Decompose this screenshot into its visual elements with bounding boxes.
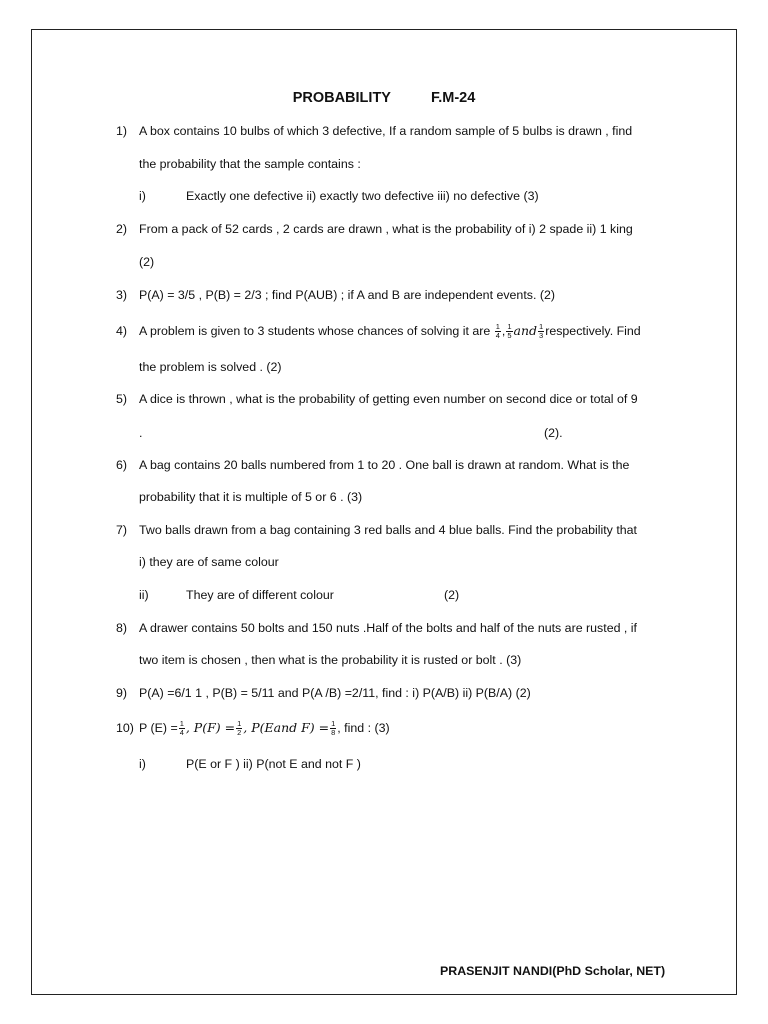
q7-number: 7) — [116, 523, 128, 537]
q6-number: 6) — [116, 458, 128, 472]
q10-fraction-2: $\frac{1}{2}$ — [237, 719, 242, 738]
q7-line2: i) they are of same colour — [139, 555, 279, 569]
q10-fraction-3: $\frac{1}{8}$ — [331, 719, 336, 738]
q8-number: 8) — [116, 621, 128, 635]
q4-and: and — [513, 323, 538, 338]
title-code: F.M-24 — [430, 90, 476, 106]
q7-marks: (2) — [444, 588, 460, 602]
q4-number: 4) — [116, 324, 128, 338]
q5-line1: A dice is thrown , what is the probability of getting even number on second dice or total of 9 — [139, 392, 638, 406]
q7-line1: Two balls drawn from a bag containing 3 red balls and 4 blue balls. Find the probability that — [139, 523, 637, 537]
q7-sub-text: They are of different colour — [186, 588, 334, 602]
q10-pef: , P(Eand F) = — [243, 720, 330, 735]
q10-sub-text: P(E or F ) ii) P(not E and not F ) — [186, 757, 361, 771]
q5-number: 5) — [116, 392, 128, 406]
q9-number: 9) — [116, 686, 128, 700]
q7-sub-number: ii) — [139, 588, 149, 602]
page-border — [31, 29, 737, 995]
title-main: PROBABILITY — [292, 90, 391, 106]
q5-dot: . — [139, 426, 143, 440]
q9-line1: P(A) =6/1 1 , P(B) = 5/11 and P(A /B) =2/11, find : i) P(A/B) ii) P(B/A) (2) — [139, 686, 531, 700]
q3-number: 3) — [116, 288, 128, 302]
q5-marks: (2). — [544, 426, 563, 440]
q4-line1 — [139, 318, 641, 344]
q1-sub-text: Exactly one defective ii) exactly two defective iii) no defective (3) — [186, 189, 539, 203]
q1-number: 1) — [116, 124, 128, 138]
q8-line2: two item is chosen , then what is the probability it is rusted or bolt . (3) — [139, 653, 522, 667]
q2-number: 2) — [116, 222, 128, 236]
q6-line2: probability that it is multiple of 5 or 6 . (3) — [139, 490, 363, 504]
q10-line1 — [139, 715, 390, 741]
q10-number: 10) — [116, 721, 134, 735]
author-signature: PRASENJIT NANDI(PhD Scholar, NET) — [440, 964, 666, 978]
q4-post: respectively. Find — [545, 324, 641, 338]
q2-line2: (2) — [139, 255, 155, 269]
q4-fraction-2: $\frac{1}{5}$ — [507, 322, 512, 341]
q4-pre: A problem is given to 3 students whose chances of solving it are — [139, 324, 491, 338]
q10-pe: P (E) = — [139, 721, 178, 735]
q10-sub-number: i) — [139, 757, 146, 771]
q10-fraction-1: $\frac{1}{4}$ — [179, 719, 184, 738]
q4-comma: , — [501, 324, 506, 338]
q10-find: , find : (3) — [337, 721, 390, 735]
q1-sub-number: i) — [139, 189, 146, 203]
q4-fraction-3: $\frac{1}{3}$ — [539, 322, 544, 341]
q10-pf: , P(F) = — [185, 720, 236, 735]
q2-line1: From a pack of 52 cards , 2 cards are drawn , what is the probability of i) 2 spade ii) 1 king — [139, 222, 633, 236]
page-title — [0, 90, 768, 106]
q4-line2: the problem is solved . (2) — [139, 360, 282, 374]
q1-line2: the probability that the sample contains : — [139, 157, 361, 171]
q6-line1: A bag contains 20 balls numbered from 1 to 20 . One ball is drawn at random. What is the — [139, 458, 630, 472]
q4-fraction-1: $\frac{1}{4}$ — [495, 322, 500, 341]
q1-line1: A box contains 10 bulbs of which 3 defective, If a random sample of 5 bulbs is drawn , find — [139, 124, 633, 138]
q8-line1: A drawer contains 50 bolts and 150 nuts .Half of the bolts and half of the nuts are rusted , if — [139, 621, 637, 635]
q3-line1: P(A) = 3/5 , P(B) = 2/3 ; find P(AUB) ; if A and B are independent events. (2) — [139, 288, 555, 302]
